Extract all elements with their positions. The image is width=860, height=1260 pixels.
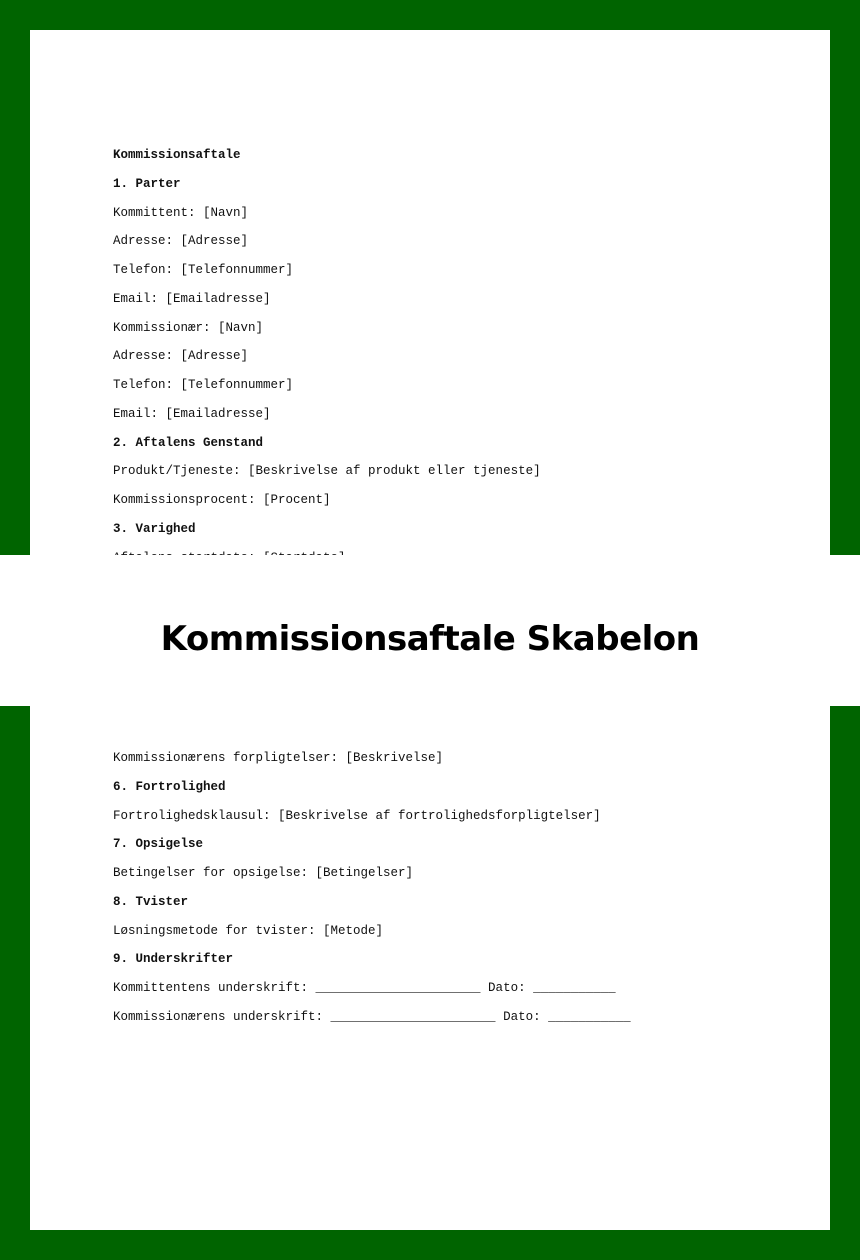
tvister-line: Løsningsmetode for tvister: [Metode] xyxy=(113,923,384,938)
kommissionaer-phone-line: Telefon: [Telefonnummer] xyxy=(113,378,294,392)
kommissionaer-address-line: Adresse: [Adresse] xyxy=(113,349,249,364)
kommittent-email-line: Email: [Emailadresse] xyxy=(113,291,271,306)
kommittent-phone-line: Telefon: [Telefonnummer] xyxy=(113,263,294,277)
section-heading-fortrolighed: 6. Fortrolighed xyxy=(113,779,226,794)
kommittent-name-line: Kommittent: [Navn] xyxy=(113,205,249,220)
document-title: Kommissionsaftale xyxy=(113,148,241,162)
document-lower-section xyxy=(113,750,813,1038)
banner-title: Kommissionsaftale Skabelon xyxy=(160,618,700,659)
title-banner xyxy=(0,555,860,706)
kommissionaer-signature-line: Kommissionærens underskrift: ______________________ Dato: ___________ xyxy=(113,1009,631,1024)
kommittent-signature-line: Kommittentens underskrift: ______________________ Dato: ___________ xyxy=(113,981,616,995)
produkt-line: Produkt/Tjeneste: [Beskrivelse af produkt eller tjeneste] xyxy=(113,464,541,479)
section-heading-tvister: 8. Tvister xyxy=(113,894,189,909)
fortrolighed-line: Fortrolighedsklausul: [Beskrivelse af fortrolighedsforpligtelser] xyxy=(113,808,601,823)
kommissionaer-forpligtelser-line: Kommissionærens forpligtelser: [Beskrivelse] xyxy=(113,751,444,765)
opsigelse-line: Betingelser for opsigelse: [Betingelser] xyxy=(113,866,414,880)
section-heading-genstand: 2. Aftalens Genstand xyxy=(113,435,264,450)
section-heading-varighed: 3. Varighed xyxy=(113,521,196,536)
document-upper-section xyxy=(113,147,813,607)
kommissionaer-name-line: Kommissionær: [Navn] xyxy=(113,320,264,335)
kommissionaer-email-line: Email: [Emailadresse] xyxy=(113,406,271,421)
section-heading-parter: 1. Parter xyxy=(113,176,181,191)
section-heading-underskrifter: 9. Underskrifter xyxy=(113,952,234,967)
section-heading-opsigelse: 7. Opsigelse xyxy=(113,837,204,852)
kommittent-address-line: Adresse: [Adresse] xyxy=(113,234,249,249)
kommissionsprocent-line: Kommissionsprocent: [Procent] xyxy=(113,493,331,507)
